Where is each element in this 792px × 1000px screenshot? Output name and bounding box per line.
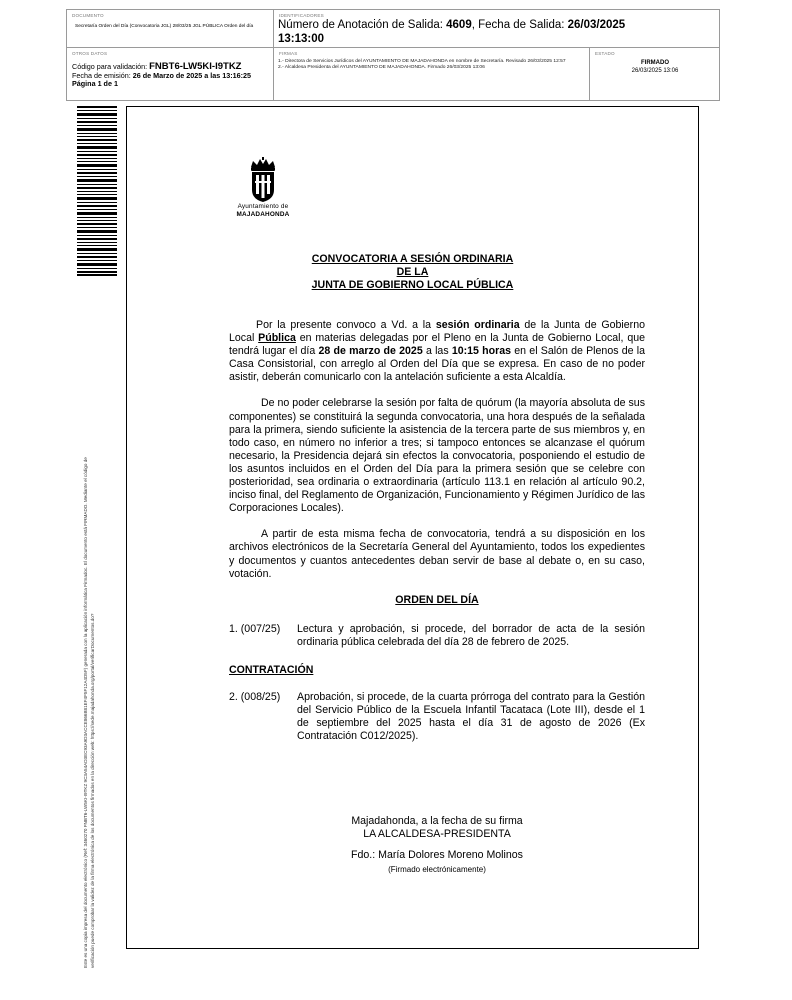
hora-salida: 13:13:00 xyxy=(278,33,325,45)
agenda-item-text: Lectura y aprobación, si procede, del borrador de acta de la sesión ordinaria pública celebrada del día 28 de febrero de 2025. xyxy=(297,622,645,648)
estado-label: ESTADO xyxy=(595,51,615,56)
anotacion-prefix: Número de Anotación de Salida: xyxy=(278,19,447,31)
convocatoria-title xyxy=(127,253,698,292)
logo-line-1: Ayuntamiento de xyxy=(237,203,289,210)
p1-hora: 10:15 horas xyxy=(451,345,512,358)
signature-name: Fdo.: María Dolores Moreno Molinos xyxy=(351,849,523,861)
agenda-item-text: Aprobación, si procede, de la cuarta prórroga del contrato para la Gestión del Servicio Público de la Escuela Infantil Tacataca (Lote III), desde el 1 de septiembre del 2025 hasta el día 31 de agosto de 2026 (Ex Contratación C012/2025). xyxy=(297,691,645,743)
agenda-item xyxy=(229,691,645,743)
p1-text-e: en materias delegadas por el Pleno en la Junta de Gobierno Local, que tendrá lugar el día xyxy=(229,332,645,358)
otros-datos-cell xyxy=(67,48,274,101)
verification-side-text xyxy=(83,303,96,968)
otros-datos-label: OTROS DATOS xyxy=(72,51,108,56)
firma-1: 1.- Directora de Servicios Jurídicos del AYUNTAMIENTO DE MAJADAHONDA en nombre de Secretaría. Revisado 26/03/2025 12:57 xyxy=(278,59,566,64)
emision-date: 26 de Marzo de 2025 a las 13:16:25 xyxy=(132,70,251,80)
p1-publica: Pública xyxy=(258,332,296,345)
validation-info xyxy=(72,63,251,89)
validation-code: FNBT6-LW5KI-I9TKZ xyxy=(149,61,242,72)
paragraph-convocatoria xyxy=(229,319,645,384)
codigo-prefix: Código para validación: xyxy=(72,62,150,71)
estado-date: 26/03/2025 13:06 xyxy=(631,67,679,74)
paragraph-archivos: A partir de esta misma fecha de convocatoria, tendrá a su disposición en los archivos electrónicos de la Secretaría General del Ayuntamiento, todos los expedientes y documentos y cuantos antecedentes deban servir de base al debate o, en su caso, votación. xyxy=(229,528,645,580)
contratacion-heading: CONTRATACIÓN xyxy=(229,663,314,676)
logo-line-2: MAJADAHONDA xyxy=(236,211,290,218)
coat-of-arms-icon xyxy=(227,157,299,203)
documento-name: Secretaría Orden del Día (Convocatoria JGL) 28/03/25 JGL PÚBLICA Orden del día xyxy=(75,24,254,29)
paragraph-quorum: De no poder celebrarse la sesión por falta de quórum (la mayoría absoluta de sus componentes) se constituirá la segunda convocatoria, una hora después de la señalada para la primera, siendo suficiente la asistencia de la tercera parte de sus miembros y, en todo caso, en número no inferior a tres; si tampoco entonces se alcanzase el quórum necesario, la Presidencia dejará sin efectos la convocatoria, posponiendo el estudio de los asuntos incluidos en el Orden del Día para la primera sesión que se celebre con posterioridad, sea ordinaria o extraordinaria (artículo 113.1 en relación al artículo 90.2, inciso final, del Reglamento de Organización, Funcionamiento y Régimen Jurídico de las Corporaciones Locales). xyxy=(229,397,645,515)
signature-block xyxy=(127,815,747,876)
firma-2: 2.- Alcaldesa Presidenta del AYUNTAMIENTO DE MAJADAHONDA. Firmado 26/03/2025 13:06 xyxy=(278,65,485,71)
identificadores-label: IDENTIFICADORES xyxy=(279,13,324,18)
fecha-prefix: , Fecha de Salida: xyxy=(471,19,568,31)
p1-text-a: Por la presente convoco a Vd. a la xyxy=(256,319,436,331)
documento-cell xyxy=(67,10,274,48)
p1-text-g: a las xyxy=(422,345,452,358)
p1-fecha: 28 de marzo de 2025 xyxy=(318,345,423,358)
estado-info xyxy=(590,60,720,75)
title-line-1: CONVOCATORIA A SESIÓN ORDINARIA xyxy=(311,253,514,265)
orden-del-dia-heading: ORDEN DEL DÍA xyxy=(395,593,479,606)
fecha-salida: 26/03/2025 xyxy=(567,19,626,31)
firmas-cell xyxy=(274,48,590,101)
ayuntamiento-logo xyxy=(227,157,299,219)
agenda-item-number: 1. (007/25) xyxy=(229,622,281,635)
logo-caption xyxy=(227,203,299,219)
firmas-label: FIRMAS xyxy=(279,51,298,56)
p1-text-c: de la Junta de Gobierno Local xyxy=(229,319,645,345)
document-body xyxy=(229,319,645,758)
signature-place: Majadahonda, a la fecha de su firma xyxy=(351,815,523,827)
estado-value: FIRMADO xyxy=(641,60,669,66)
title-line-2: DE LA xyxy=(396,266,429,278)
anotacion-number: 4609 xyxy=(446,19,472,31)
firmas-list xyxy=(278,59,588,71)
document-page xyxy=(126,106,699,949)
p1-text-i: en el Salón de Plenos de la Casa Consistorial, con arreglo al Orden del Día que se expresa. En caso de no poder asistir, deberán comunicarlo con la antelación suficiente a esta Alcaldía. xyxy=(229,345,646,384)
identificadores-cell xyxy=(274,10,720,48)
document-metadata-header xyxy=(66,9,720,101)
page-count: Página 1 de 1 xyxy=(72,79,118,89)
side-text-line-2: verificación puede comprobar la validez de la firma electrónica de los documentos firmados en la dirección web: https://sede.majadahonda.org/portal/verificarDocumentos.do? xyxy=(89,613,95,968)
anotacion-salida xyxy=(278,18,698,46)
p1-sesion-ordinaria: sesión ordinaria xyxy=(435,319,520,331)
agenda-item-number: 2. (008/25) xyxy=(229,691,281,704)
estado-cell xyxy=(590,48,720,101)
signature-role: LA ALCALDESA-PRESIDENTA xyxy=(363,828,511,840)
agenda-item xyxy=(229,623,645,649)
signature-note: (Firmado electrónicamente) xyxy=(388,865,486,874)
side-text-line-1: Este es una copia impresa del documento electrónico (Ref: 3460270 FNBT6-LW5KI-I9TKZ 9C3A54AD3EC93A9D3ACCE866B81EF4F5F12A4D5F) generada con la aplicación informática Firmadoc. El documento está FIRMADO. Mediante el código de xyxy=(83,457,88,968)
barcode xyxy=(77,106,117,276)
documento-label: DOCUMENTO xyxy=(72,13,104,18)
title-line-3: JUNTA DE GOBIERNO LOCAL PÚBLICA xyxy=(311,279,514,291)
emision-prefix: Fecha de emisión: xyxy=(72,70,133,80)
